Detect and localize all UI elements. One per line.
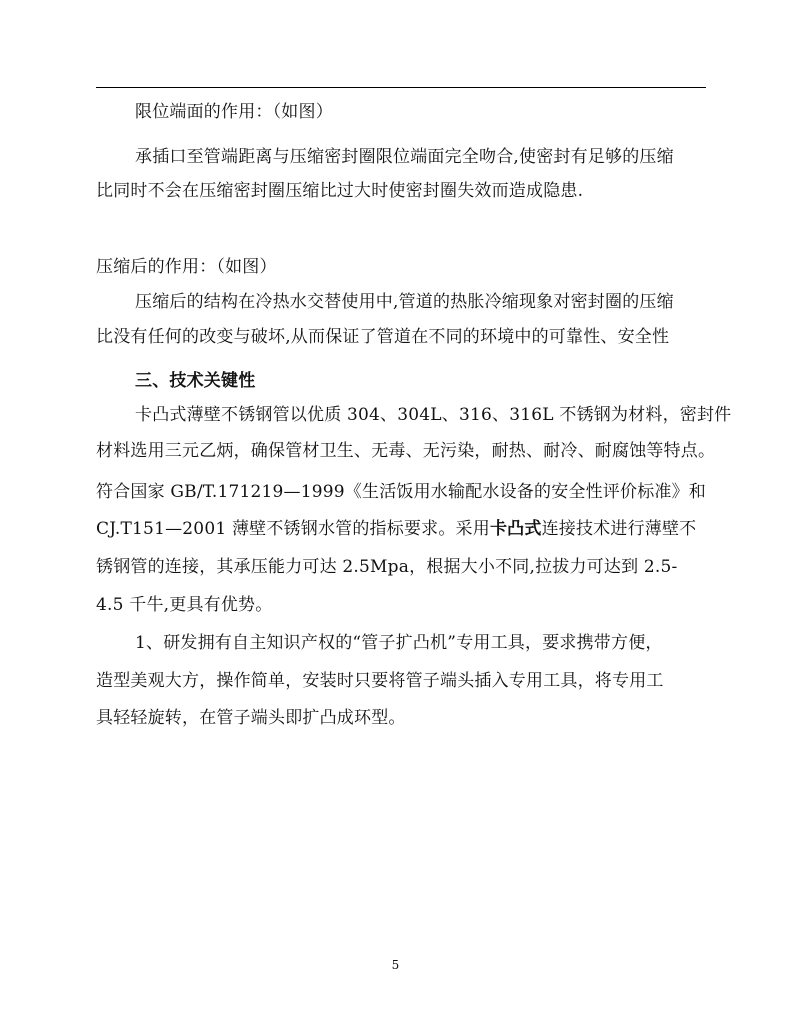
paragraph-line: 锈钢管的连接，其承压能力可达 2.5Mpa，根据大小不同,拉拔力可达到 2.5- (96, 557, 678, 577)
paragraph-line-with-emphasis (96, 518, 696, 540)
paragraph-line: 4.5 千牛,更具有优势。 (96, 595, 273, 615)
paragraph-line: 卡凸式薄壁不锈钢管以优质 304、304L、316、316L 不锈钢为材料，密封件 (135, 405, 732, 425)
header-rule (96, 87, 706, 88)
paragraph-line: 具轻轻旋转，在管子端头即扩凸成环型。 (96, 708, 406, 728)
paragraph-line: 造型美观大方，操作简单，安装时只要将管子端头插入专用工具，将专用工 (96, 671, 664, 691)
paragraph-line: 符合国家 GB/T.171219—1999《生活饭用水输配水设备的安全性评价标准》和 (96, 482, 707, 502)
paragraph-line: 1、研发拥有自主知识产权的“管子扩凸机”专用工具，要求携带方便， (135, 633, 663, 653)
paragraph-text: CJ.T151—2001 薄壁不锈钢水管的指标要求。采用 (96, 519, 490, 539)
section-title-after-compression: 压缩后的作用：（如图） (96, 257, 277, 277)
section-heading-tech-key: 三、技术关键性 (135, 371, 256, 391)
paragraph-line: 比同时不会在压缩密封圈压缩比过大时使密封圈失效而造成隐患. (96, 181, 584, 201)
section-title-limit-face: 限位端面的作用：（如图） (135, 102, 333, 122)
paragraph-line: 承插口至管端距离与压缩密封圈限位端面完全吻合,使密封有足够的压缩 (135, 147, 674, 167)
paragraph-line: 压缩后的结构在冷热水交替使用中,管道的热胀冷缩现象对密封圈的压缩 (135, 292, 674, 312)
page-number: 5 (391, 958, 400, 972)
paragraph-line: 材料选用三元乙炳，确保管材卫生、无毒、无污染，耐热、耐冷、耐腐蚀等特点。 (96, 441, 716, 461)
paragraph-text: 连接技术进行薄壁不 (541, 519, 697, 539)
paragraph-line: 比没有任何的改变与破坏,从而保证了管道在不同的环境中的可靠性、安全性 (96, 327, 670, 347)
emphasis-term: 卡凸式 (489, 519, 542, 539)
